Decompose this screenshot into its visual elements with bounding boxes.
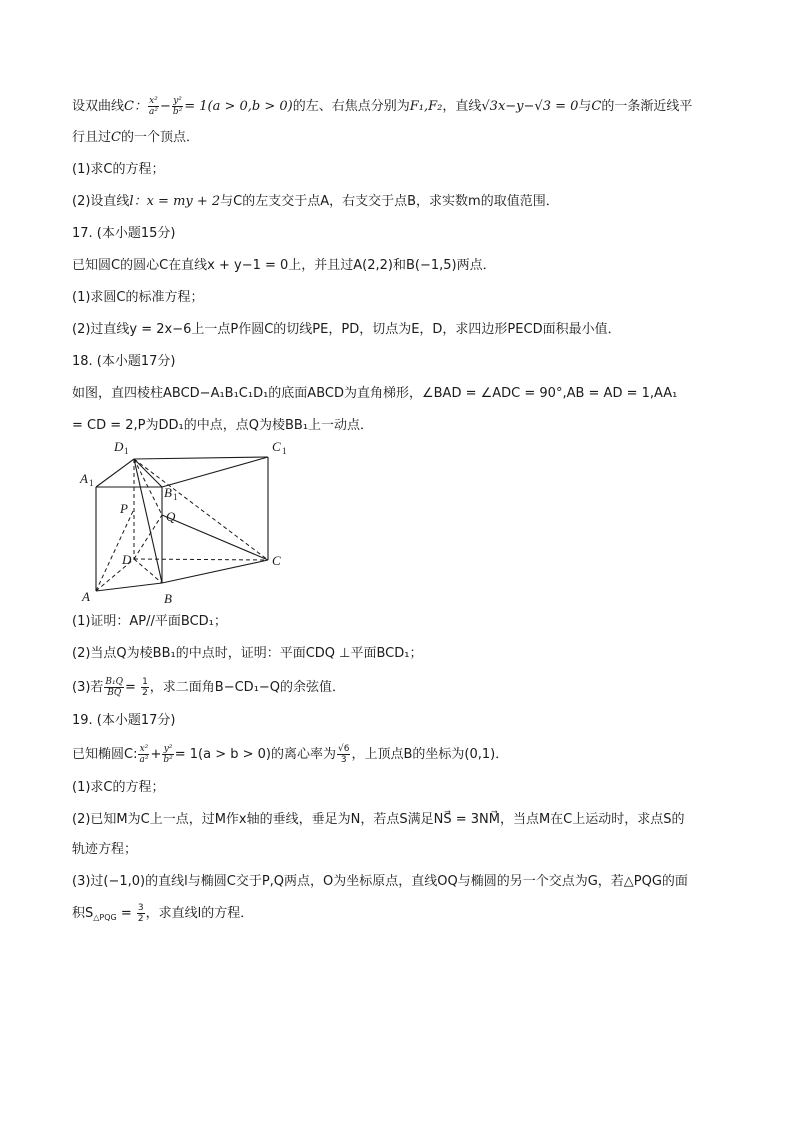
label-B: B (164, 591, 172, 606)
line-l-equation: l：x = my + 2 (129, 194, 221, 209)
p19-header: 19. (本小题17分) (72, 713, 176, 728)
edge-BC (162, 560, 268, 583)
fraction-y2-b2: $\frac{\text{y²}}{\text{b²}}$ (172, 96, 183, 117)
edge-DC (134, 559, 268, 560)
prism-diagram (76, 439, 296, 607)
p17-header: 17. (本小题15分) (72, 226, 176, 241)
label-B1: B (164, 485, 172, 500)
p18-question-1: (1)证明：AP//平面BCD₁； (72, 614, 227, 629)
p19-text: 已知椭圆C: $\frac{\text{x²}}{\text{a²}}$ + $\frac{\text{y²}}{\text{b²}}$ = 1(a > b > 0)的离心率为 $\frac{√6}{3}$ ，上顶点B的坐标为(0,1)． (72, 744, 509, 765)
fraction-eccentricity: $\frac{√6}{3}$ (337, 744, 350, 765)
prism-figure (76, 439, 296, 607)
label-D: D (122, 552, 132, 567)
edge-D1C (134, 459, 268, 560)
edge-B1C1 (162, 457, 268, 487)
edge-D1B1 (134, 459, 162, 487)
p17-question-2: (2)过直线y = 2x−6上一点P作圆C的切线PE，PD，切点为E，D，求四边形PECD面积最小值． (72, 322, 621, 337)
p18-text-2: = CD = 2,P为DD₁的中点，点Q为棱BB₁上一动点． (72, 418, 374, 433)
exam-page (72, 96, 722, 927)
p18-question-3: (3)若 $\frac{\text{B₁Q}}{BQ}$ = $\frac{1}{2}$ ，求二面角B−CD₁−Q的余弦值． (72, 677, 346, 698)
label-C1: C (272, 439, 281, 454)
label-Q: Q (166, 509, 176, 524)
p19-question-2b: 轨迹方程； (72, 842, 138, 857)
svg-text:1: 1 (124, 446, 129, 456)
p16-question-1: (1)求C的方程； (72, 162, 165, 177)
edge-D1C1 (134, 457, 268, 459)
label-D1: D (114, 439, 124, 454)
svg-text:1: 1 (173, 492, 178, 502)
p16-line-2: 行且过C的一个顶点． (72, 130, 199, 145)
p19-question-3b: 积$S_{\triangle PQG}$ = $\frac{3}{2}$ ，求直线l的方程． (72, 903, 254, 924)
line-equation: √3x−y−√3 = 0 (481, 99, 579, 114)
label-C: C (272, 553, 281, 568)
p16-question-2: (2)设直线l：x = my + 2与C的左支交于点A，右支交于点B，求实数m的取值范围． (72, 194, 559, 209)
condition: = 1(a > 0,b > 0) (184, 99, 293, 114)
fraction-one-half: $\frac{1}{2}$ (142, 677, 148, 698)
curve-name: C： (124, 99, 147, 114)
p16-line-1: 设双曲线C： $\frac{\text{x²}}{\text{a²}}$ − $\frac{\text{y²}}{\text{b²}}$ = 1(a > 0,b > 0)的左、右焦点分别为F₁,F₂，直线√3x−y−√3 = 0与C的一条渐近线平 (72, 96, 693, 117)
p19-question-3a: (3)过(−1,0)的直线l与椭圆C交于P,Q两点，O为坐标原点，直线OQ与椭圆的另一个交点为G，若△PQG的面 (72, 874, 688, 889)
fraction-B1Q-BQ: $\frac{\text{B₁Q}}{BQ}$ (105, 677, 124, 698)
label-P: P (120, 501, 128, 516)
edge-A1D1 (96, 459, 134, 487)
svg-text:1: 1 (89, 478, 94, 488)
p19-question-1: (1)求C的方程； (72, 780, 165, 795)
fraction-x2-a2: $\frac{\text{x²}}{\text{a²}}$ (148, 96, 158, 117)
label-A: A (82, 589, 90, 604)
area-subscript: △PQG (93, 913, 117, 922)
fraction-y2-b2: $\frac{\text{y²}}{\text{b²}}$ (163, 744, 173, 765)
fraction-x2-a2: $\frac{\text{x²}}{\text{a²}}$ (139, 744, 149, 765)
p18-header: 18. (本小题17分) (72, 354, 176, 369)
foci: F₁,F₂ (409, 99, 443, 114)
svg-text:1: 1 (282, 446, 287, 456)
edge-AP (96, 509, 134, 591)
p18-question-2: (2)当点Q为棱BB₁的中点时，证明：平面CDQ ⊥平面BCD₁； (72, 646, 423, 661)
fraction-three-halves: $\frac{3}{2}$ (137, 903, 144, 924)
p16-text: 设双曲线 (72, 99, 125, 114)
edge-AB (96, 583, 162, 591)
p19-question-2a: (2)已知M为C上一点，过M作x轴的垂线，垂足为N，若点S满足NS⃗ = 3NM⃗，当点M在C上运动时，求点S的 (72, 812, 685, 827)
p18-text-1: 如图，直四棱柱ABCD−A₁B₁C₁D₁的底面ABCD为直角梯形，∠BAD = ∠ADC = 90°,AB = AD = 1,AA₁ (72, 386, 678, 401)
edge-QC (162, 515, 268, 560)
label-A1: A (80, 471, 88, 486)
p17-question-1: (1)求圆C的标准方程； (72, 290, 204, 305)
p17-text: 已知圆C的圆心C在直线x + y−1 = 0上，并且过A(2,2)和B(−1,5)两点． (72, 258, 496, 273)
